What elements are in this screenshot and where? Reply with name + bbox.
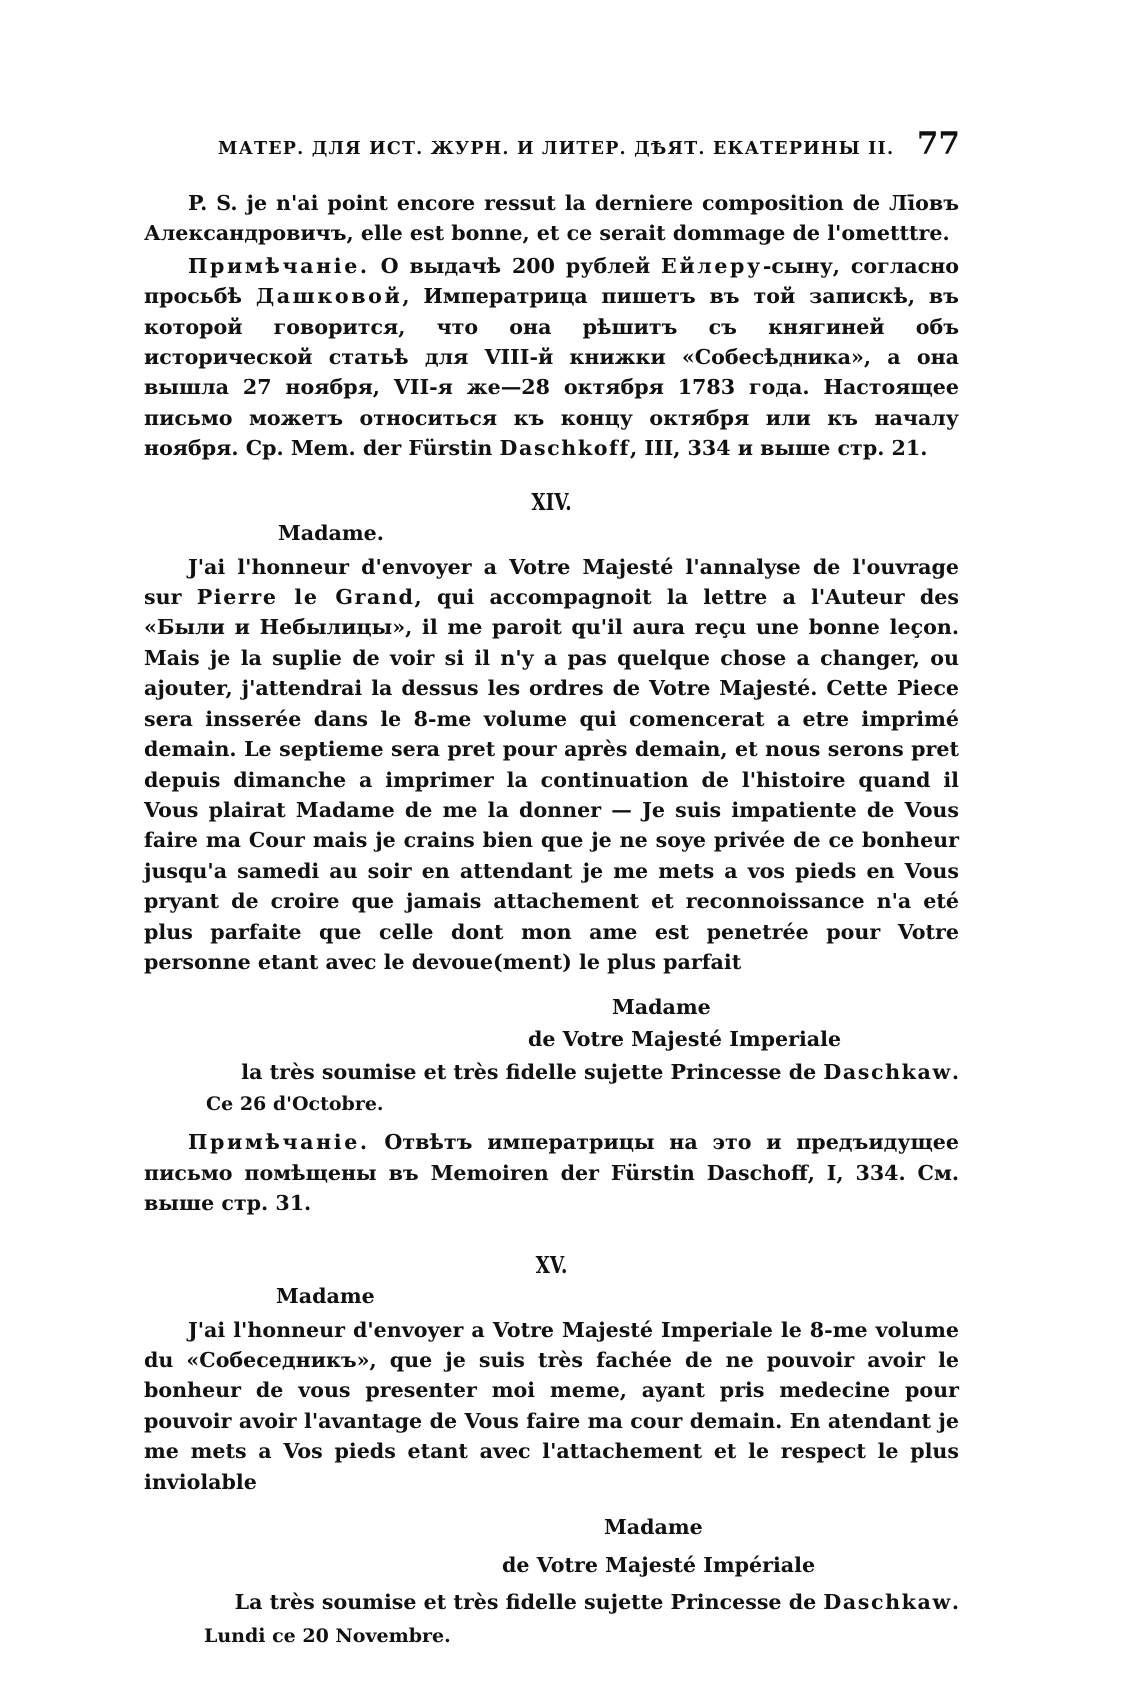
note-label: Примѣчаніе.	[188, 253, 370, 278]
letter-14-closing-majeste: de Votre Majesté Imperiale	[528, 1027, 842, 1052]
note-text-part: -сыну, согласно просьбѣ	[144, 253, 959, 309]
letter-14-date: Ce 26 d'Octobre.	[206, 1093, 384, 1116]
page-number: 77	[916, 126, 960, 162]
letter-15-body: J'ai l'honneur d'envoyer a Votre Majesté Imperiale le 8-me volume du «Собеседникъ», que je suis très fachée de ne pouvoir avoir le bonheur de vous presenter moi meme, ayant pris medecine pour pouvoir avoir l'avantage de Vous faire ma cour demain. En atendant je me mets a Vos pieds etant avec l'attachement et le respect le plus inviolable	[144, 1317, 959, 1494]
letter-14-signature	[144, 1055, 959, 1089]
note-text-part: , III, 334 и выше стр. 21.	[629, 436, 928, 461]
letter-15-numeral: XV.	[535, 1251, 568, 1279]
note-text-part: , Императрица пишетъ въ той запискѣ, въ которой говорится, что она рѣшитъ съ княгиней объ исторической статьѣ для VIII-й книжки «Собесѣдника», а она вышла 27 ноября, VII-я же—28 октября 1783 года. Настоящее письмо можетъ относиться къ концу октября или къ началу ноября. Ср. Mem. der Fürstin	[144, 284, 959, 461]
letter-14-salutation: Madame.	[278, 520, 384, 545]
letter-14-closing-madame: Madame	[612, 995, 711, 1020]
page-body	[144, 188, 959, 1651]
signature-name: Daschkaw	[823, 1060, 952, 1085]
letter-text-part: J'ai l'honneur d'envoyer a Votre Majesté l'annalyse de l'ouvrage sur	[144, 554, 959, 610]
postscript: P. S. je n'ai point encore ressut la derniere composition de Лīовъ Александровичъ, elle est bonne, et ce serait dommage de l'ometttre.	[144, 191, 959, 246]
page-header	[218, 126, 960, 162]
letter-15-date: Lundi ce 20 Novembre.	[204, 1625, 451, 1647]
letter-15-closing-madame: Madame	[604, 1515, 703, 1539]
letter-15-closing-majeste: de Votre Majesté Impériale	[502, 1553, 816, 1577]
letter-14-numeral: XIV.	[531, 488, 572, 516]
note-text-part: О выдачѣ 200 рублей	[369, 253, 662, 278]
editor-note-1	[144, 251, 959, 464]
letter-15-salutation: Madame	[276, 1283, 375, 1308]
note-name: Дашковой	[255, 284, 403, 309]
signature-suffix: .	[951, 1590, 959, 1614]
running-title: МАТЕР. ДЛЯ ИСТ. ЖУРН. И ЛИТЕР. ДѢЯТ. ЕКАТЕРИНЫ II.	[218, 139, 895, 159]
note-text: Отвѣтъ императрицы на это и предъидущее письмо помѣщены въ Memoiren der Fürstin Daschoff, I, 334. См. выше стр. 31.	[144, 1130, 959, 1216]
signature-text: La très soumise et très fidelle sujette Princesse de	[234, 1590, 824, 1614]
letter-name: Pierre le Grand	[196, 585, 415, 610]
note-label: Примѣчаніе.	[188, 1130, 370, 1155]
letter-14-body	[144, 552, 959, 978]
note-name: Ейлеру	[661, 253, 763, 278]
note-name: Daschkoff	[499, 436, 630, 461]
editor-note-2	[144, 1127, 959, 1218]
letter-15-signature	[144, 1585, 959, 1619]
signature-name: Daschkaw	[823, 1590, 952, 1614]
signature-suffix: .	[951, 1060, 959, 1085]
letter-text-part: , qui accompagnoit la lettre a l'Auteur des «Были и Небылицы», il me paroit qu'il aura reçu une bonne leçon. Mais je la suplie de voir si il n'y a pas quelque chose a changer, ou ajouter, j'attendrai la dessus les ordres de Votre Majesté. Cette Piece sera insserée dans le 8-me volume qui comencerat a etre imprimé demain. Le septieme sera pret pour après demain, et nous serons pret depuis dimanche a imprimer la continuation de l'histoire quand il Vous plairat Madame de me la donner — Je suis impatiente de Vous faire ma Cour mais je crains bien que je ne soye privée de ce bonheur jusqu'a samedi au soir en attendant je me mets a vos pieds en Vous pryant de croire que jamais attachement et reconnoissance n'a eté plus parfaite que celle dont mon ame est penetrée pour Votre personne etant avec le devoue(ment) le plus parfait	[144, 585, 959, 974]
signature-text: la très soumise et très fidelle sujette Princesse de	[241, 1060, 824, 1085]
